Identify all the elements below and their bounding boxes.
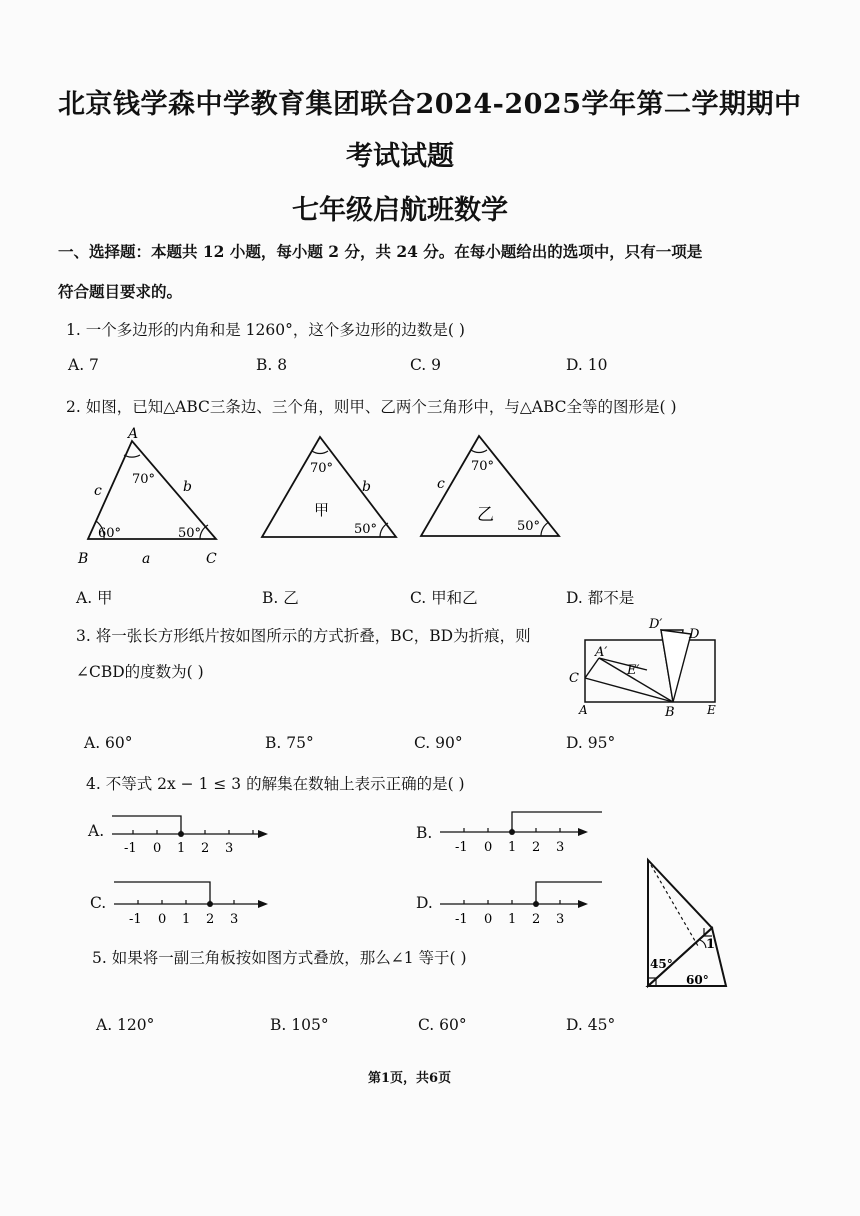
q3-option-a: A. 60°: [84, 734, 133, 752]
q2-option-c: C. 甲和乙: [410, 589, 478, 607]
q3-option-c: C. 90°: [414, 734, 463, 752]
yi-label-c: c: [437, 476, 445, 492]
yi-angle-70: 70°: [471, 459, 495, 474]
q4-numberline-a: [108, 808, 273, 856]
tick-label: 3: [556, 840, 565, 855]
tick-label: 3: [225, 841, 234, 856]
q5-figure: [640, 856, 732, 992]
tick-label: 1: [177, 841, 186, 856]
subtitle: 七年级启航班数学: [292, 195, 508, 226]
angle-60: 60°: [98, 526, 122, 541]
tick-label: 0: [153, 841, 162, 856]
tick-label: 1: [508, 840, 517, 855]
yi-name: 乙: [477, 505, 494, 525]
label-C: C: [206, 551, 217, 567]
q2-option-b: B. 乙: [262, 589, 299, 607]
label-a: a: [142, 551, 151, 567]
q3-stem-line-1: 3. 将一张长方形纸片按如图所示的方式折叠，BC，BD为折痕，则: [76, 627, 531, 645]
q2-option-d: D. 都不是: [566, 589, 635, 607]
jia-name: 甲: [314, 501, 330, 519]
yi-angle-50: 50°: [517, 519, 541, 534]
tick-label: -1: [124, 841, 137, 856]
q1-option-a: A. 7: [68, 356, 99, 374]
tick-label: -1: [455, 912, 468, 927]
title-line-1: 北京钱学森中学教育集团联合2024-2025学年第二学期期中: [58, 89, 802, 120]
tick-label: 0: [484, 912, 493, 927]
tick-label: 2: [532, 912, 541, 927]
tick-label: 2: [206, 912, 215, 927]
q4-stem: 4. 不等式 2x − 1 ≤ 3 的解集在数轴上表示正确的是( ): [86, 775, 465, 793]
q1-option-b: B. 8: [256, 356, 288, 374]
q4-option-c-label: C.: [90, 894, 107, 912]
q3-stem-line-2: ∠CBD的度数为( ): [76, 663, 204, 681]
q1-option-d: D. 10: [566, 356, 608, 374]
q3-option-b: B. 75°: [265, 734, 314, 752]
q4-option-a-label: A.: [88, 822, 105, 840]
q4-option-b-label: B.: [416, 824, 433, 842]
label-C: C: [569, 671, 579, 686]
tick-label: -1: [129, 912, 142, 927]
tick-label: 3: [556, 912, 565, 927]
q2-stem: 2. 如图，已知△ABC三条边、三个角，则甲、乙两个三角形中，与△ABC全等的图形是( ): [66, 398, 677, 416]
label-A-prime: A′: [595, 645, 608, 660]
jia-angle-70: 70°: [310, 461, 334, 476]
title-line-2: 考试试题: [346, 141, 454, 172]
q3-figure: [565, 612, 725, 722]
jia-label-b: b: [362, 479, 371, 495]
q3-option-d: D. 95°: [566, 734, 616, 752]
tick-label: 0: [158, 912, 167, 927]
angle-70: 70°: [132, 472, 156, 487]
q1-stem: 1. 一个多边形的内角和是 1260°，这个多边形的边数是( ): [66, 321, 465, 339]
q1-option-c: C. 9: [410, 356, 442, 374]
jia-angle-50: 50°: [354, 522, 378, 537]
q4-numberline-d: [436, 876, 606, 928]
label-B: B: [665, 705, 675, 720]
tick-label: 2: [532, 840, 541, 855]
tick-label: 0: [484, 840, 493, 855]
label-E: E: [707, 703, 716, 717]
label-1: 1: [706, 937, 716, 952]
q5-option-d: D. 45°: [566, 1016, 616, 1034]
q5-option-b: B. 105°: [270, 1016, 329, 1034]
tick-label: 3: [230, 912, 239, 927]
tick-label: 1: [508, 912, 517, 927]
tick-label: 2: [201, 841, 210, 856]
tick-label: 1: [182, 912, 191, 927]
fold-quad: [661, 630, 691, 702]
angle-50: 50°: [178, 526, 202, 541]
label-B: B: [78, 551, 89, 567]
label-E-prime: E′: [627, 663, 640, 678]
q4-option-d-label: D.: [416, 894, 433, 912]
label-b: b: [183, 479, 192, 495]
q2-figure-yi: [415, 430, 565, 545]
q2-option-a: A. 甲: [76, 589, 113, 607]
label-A: A: [128, 426, 139, 442]
page-number: 第1页，共6页: [368, 1071, 452, 1086]
q4-numberline-c: [110, 876, 275, 928]
q5-option-a: A. 120°: [96, 1016, 155, 1034]
label-c: c: [94, 483, 102, 499]
label-D: D: [689, 627, 700, 642]
label-A: A: [579, 703, 588, 717]
label-D-prime: D′: [649, 617, 663, 632]
q2-figure: [70, 425, 410, 575]
q5-option-c: C. 60°: [418, 1016, 467, 1034]
triangle-abc: [88, 441, 216, 539]
tick-label: -1: [455, 840, 468, 855]
q4-numberline-b: [436, 804, 606, 856]
section-instruction-line-1: 一、选择题：本题共 12 小题，每小题 2 分，共 24 分。在每小题给出的选项中，只有一项是: [58, 242, 703, 261]
q5-stem: 5. 如果将一副三角板按如图方式叠放，那么∠1 等于( ): [92, 949, 467, 967]
section-instruction-line-2: 符合题目要求的。: [58, 282, 183, 301]
angle-45: 45°: [650, 957, 673, 971]
angle-60: 60°: [686, 973, 709, 987]
